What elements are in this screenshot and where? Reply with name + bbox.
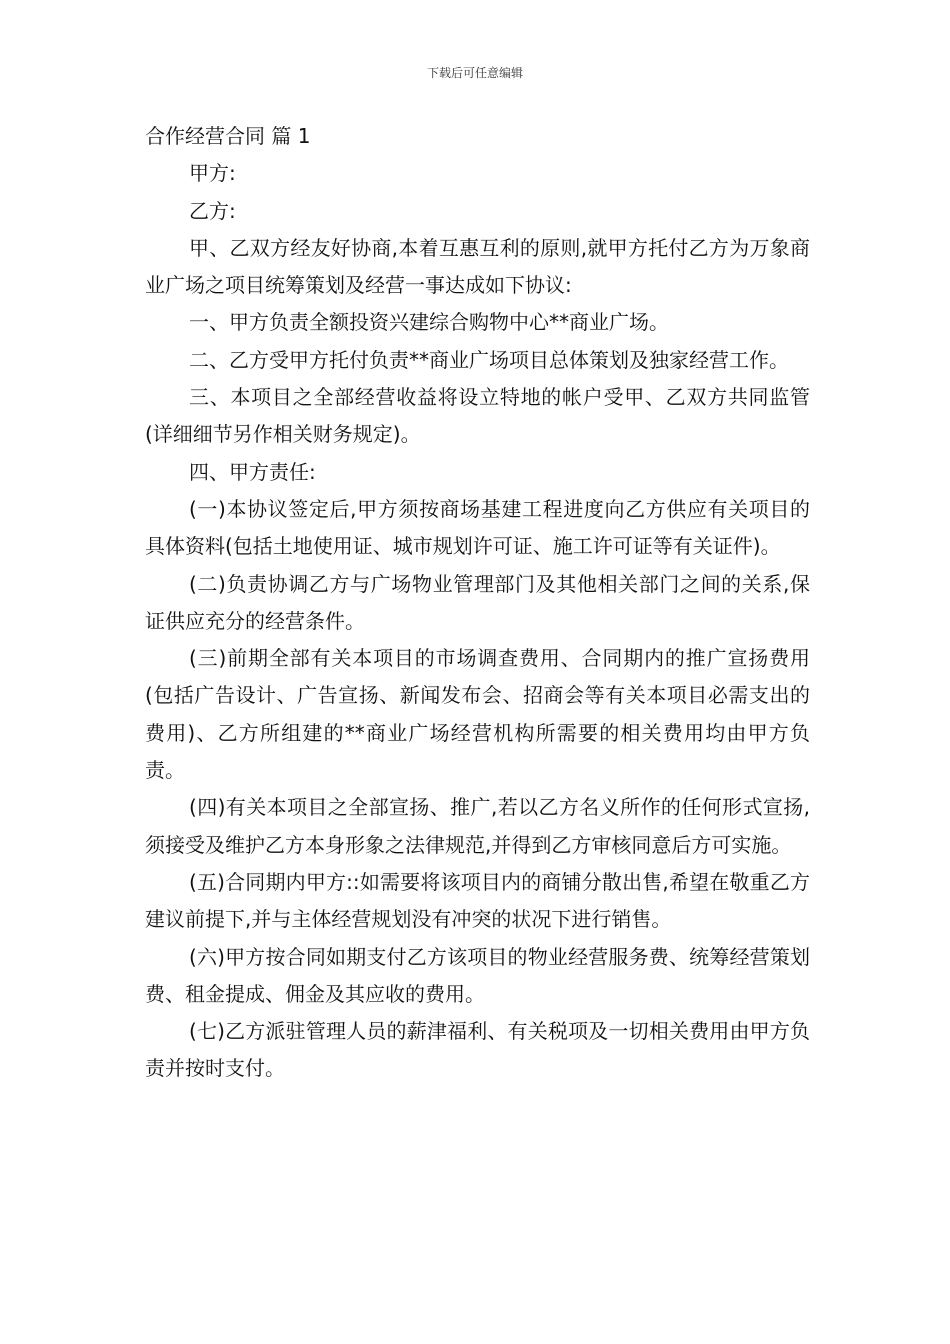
clause-4-item-5: (五)合同期内甲方::如需要将该项目内的商铺分散出售,希望在敬重乙方建议前提下,并与主体经营规划没有冲突的状况下进行销售。 bbox=[145, 869, 810, 932]
clause-4-item-1: (一)本协议签定后,甲方须按商场基建工程进度向乙方供应有关项目的具体资料(包括土地使用证、城市规划许可证、施工许可证等有关证件)。 bbox=[145, 496, 810, 559]
clause-1: 一、甲方负责全额投资兴建综合购物中心**商业广场。 bbox=[189, 310, 669, 335]
party-b-line: 乙方: bbox=[189, 198, 236, 223]
document-body bbox=[145, 118, 810, 1088]
party-a-line: 甲方: bbox=[189, 161, 236, 186]
clause-4-item-7: (七)乙方派驻管理人员的薪津福利、有关税项及一切相关费用由甲方负责并按时支付。 bbox=[145, 1019, 810, 1081]
clause-3: 三、本项目之全部经营收益将设立特地的帐户受甲、乙双方共同监管(详细细节另作相关财务规定)。 bbox=[145, 385, 810, 447]
clause-4-heading: 四、甲方责任: bbox=[189, 459, 316, 484]
clause-4-item-4: (四)有关本项目之全部宣扬、推广,若以乙方名义所作的任何形式宣扬,须接受及维护乙方本身形象之法律规范,并得到乙方审核同意后方可实施。 bbox=[145, 795, 810, 857]
document-title: 合作经营合同 篇 1 bbox=[145, 124, 311, 148]
clause-4-item-6: (六)甲方按合同如期支付乙方该项目的物业经营服务费、统筹经营策划费、租金提成、佣金及其应收的费用。 bbox=[145, 944, 810, 1006]
clause-2: 二、乙方受甲方托付负责**商业广场项目总体策划及独家经营工作。 bbox=[189, 347, 789, 372]
clause-4-item-2: (二)负责协调乙方与广场物业管理部门及其他相关部门之间的关系,保证供应充分的经营条件。 bbox=[145, 571, 810, 633]
intro-paragraph: 甲、乙双方经友好协商,本着互惠互利的原则,就甲方托付乙方为万象商业广场之项目统筹策划及经营一事达成如下协议: bbox=[145, 235, 810, 298]
clause-4-item-3: (三)前期全部有关本项目的市场调查费用、合同期内的推广宣扬费用(包括广告设计、广告宣扬、新闻发布会、招商会等有关本项目必需支出的费用)、乙方所组建的**商业广场经营机构所需要的相关费用均由甲方负责。 bbox=[145, 646, 810, 783]
header-note: 下载后可任意编辑 bbox=[426, 66, 523, 80]
